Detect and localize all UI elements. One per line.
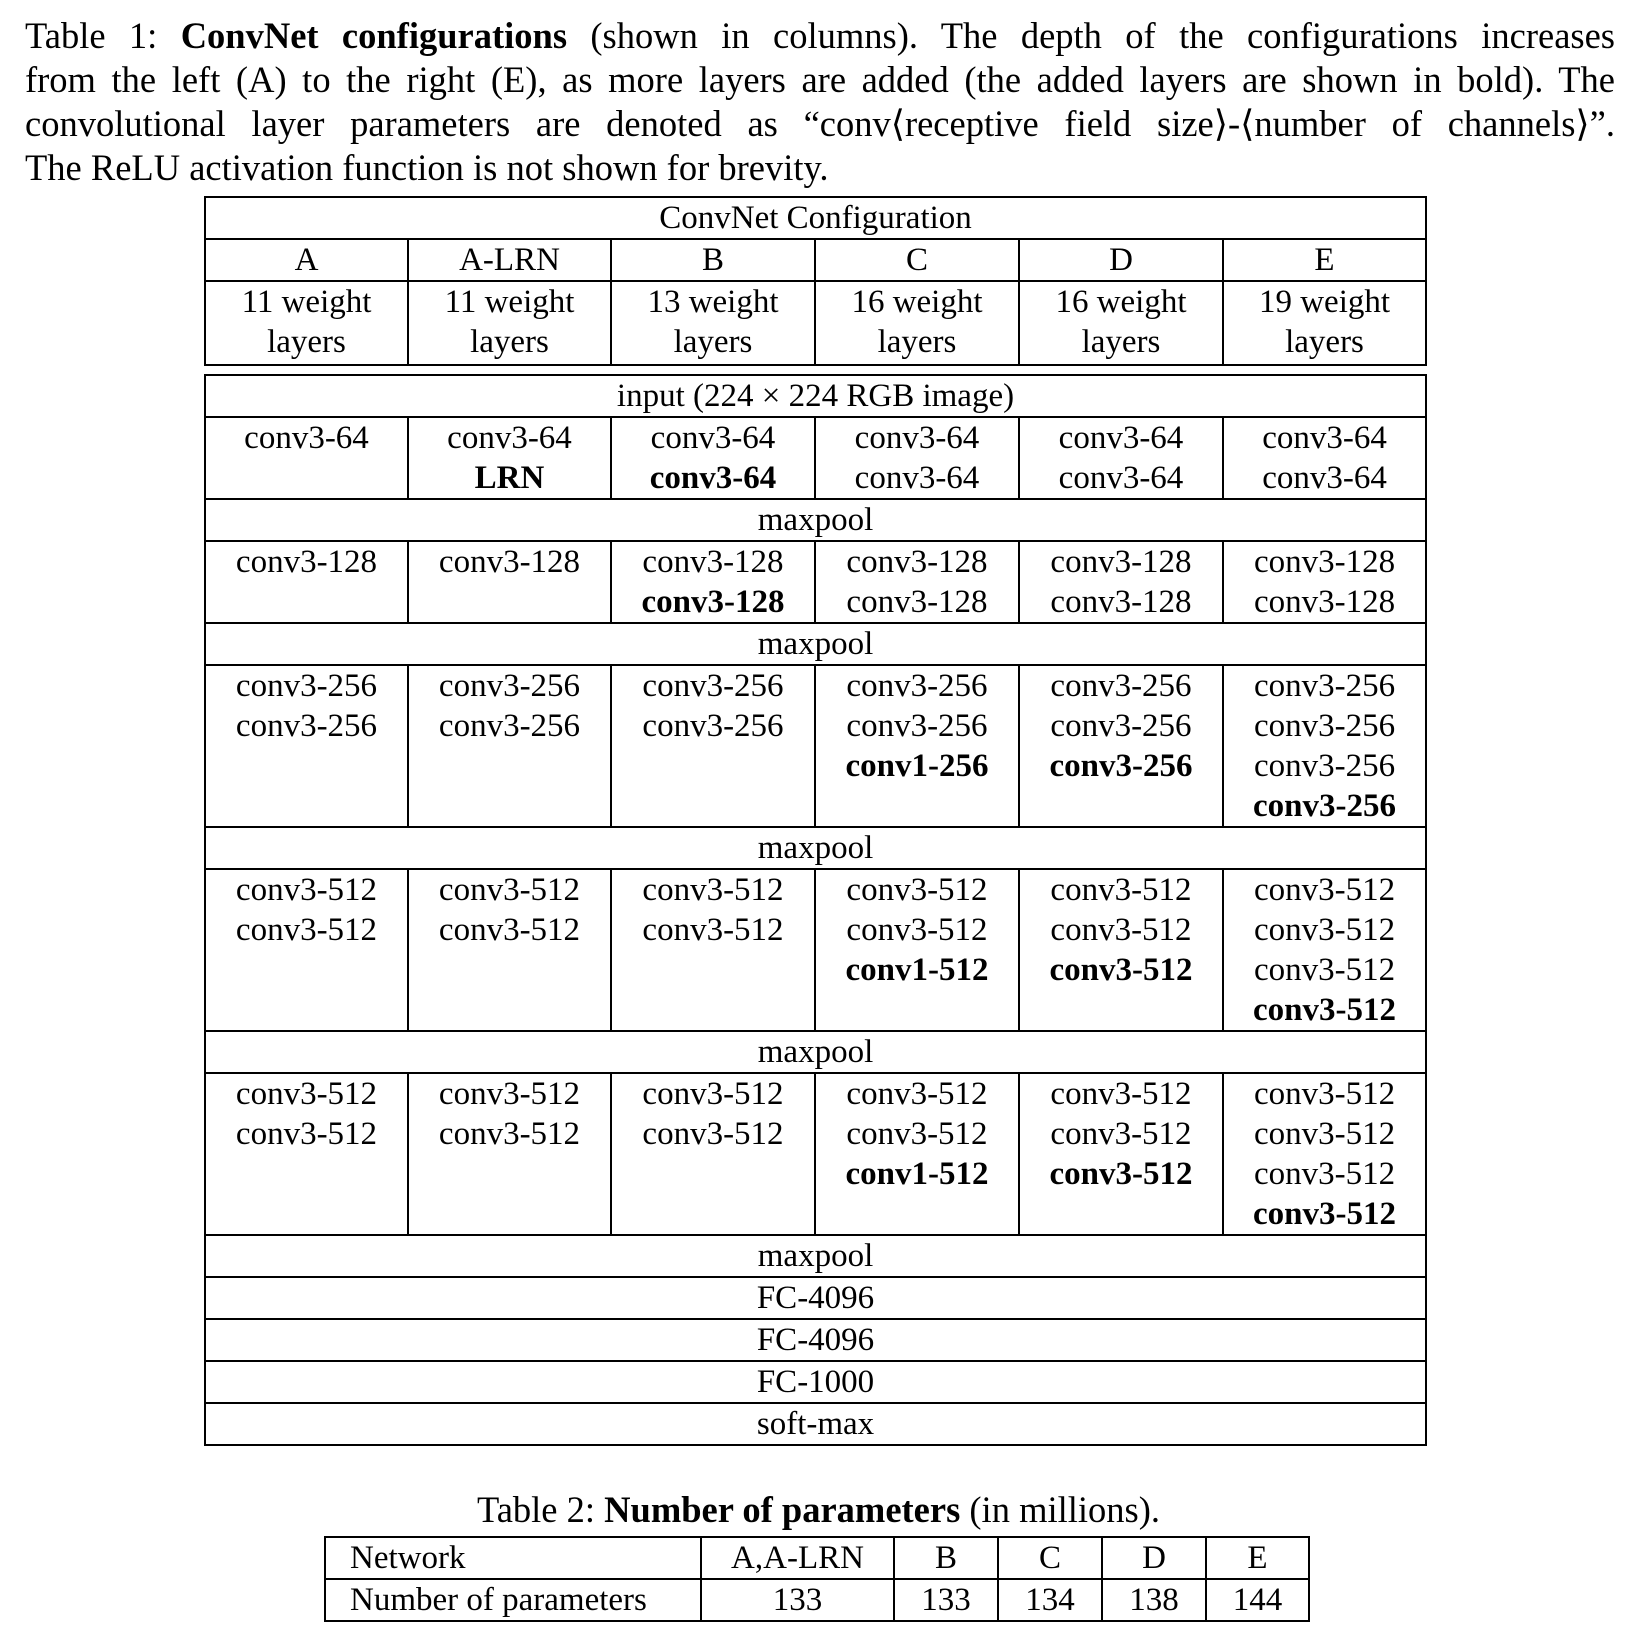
added-layer: conv1-512 <box>845 952 989 988</box>
maxpool-cell: maxpool <box>205 827 1426 869</box>
conv-block-cell <box>1223 1073 1426 1235</box>
layer: conv3-512 <box>1253 1076 1396 1112</box>
maxpool-row <box>205 827 1426 869</box>
maxpool-cell: maxpool <box>205 499 1426 541</box>
config-name-2: B <box>611 239 815 281</box>
conv-block-cell <box>1223 541 1426 623</box>
added-layer: conv3-512 <box>1253 1196 1397 1232</box>
weight-count: 11 weight <box>444 284 575 320</box>
layer: conv3-256 <box>438 668 581 704</box>
layer: conv3-256 <box>1253 748 1396 784</box>
layer: conv3-64 <box>854 460 980 496</box>
conv-block-row <box>205 869 1426 1031</box>
layer: conv3-256 <box>1253 668 1396 704</box>
conv-block-cell <box>815 1073 1019 1235</box>
layer: conv3-64 <box>1058 460 1184 496</box>
layer: conv3-128 <box>1253 544 1396 580</box>
layers-word: layers <box>1285 324 1364 360</box>
conv-block-cell <box>611 417 815 499</box>
layer: conv3-256 <box>1253 708 1396 744</box>
header-cell: D <box>1102 1537 1206 1579</box>
caption-label: Table 1: <box>25 15 158 56</box>
conv-block-cell <box>611 665 815 827</box>
maxpool-row <box>205 499 1426 541</box>
conv-block-cell <box>1019 541 1223 623</box>
weight-layers-cell <box>205 281 408 365</box>
conv-block-cell <box>1019 665 1223 827</box>
section-gap <box>205 365 1426 375</box>
tail-row <box>205 1361 1426 1403</box>
layer: conv3-512 <box>438 912 581 948</box>
weight-layers-cell <box>815 281 1019 365</box>
layer: conv3-512 <box>642 1116 784 1152</box>
layer: conv3-512 <box>642 1076 784 1112</box>
input-row <box>205 375 1426 417</box>
conv-block-cell <box>1019 1073 1223 1235</box>
tail-row <box>205 1277 1426 1319</box>
added-layer: conv1-512 <box>845 1156 989 1192</box>
table-title: ConvNet Configuration <box>205 197 1426 239</box>
weight-count: 16 weight <box>851 284 983 320</box>
config-name-1: A-LRN <box>408 239 611 281</box>
config-name-5: E <box>1223 239 1426 281</box>
layer: conv3-512 <box>1050 1116 1192 1152</box>
layer: conv3-256 <box>846 668 988 704</box>
maxpool-row <box>205 1031 1426 1073</box>
caption-line-1 <box>25 14 1615 58</box>
layer: conv3-128 <box>438 544 581 580</box>
weight-count: 16 weight <box>1055 284 1187 320</box>
caption-bold: ConvNet configurations <box>180 15 568 56</box>
input-cell: input (224 × 224 RGB image) <box>205 375 1426 417</box>
config-name-4: D <box>1019 239 1223 281</box>
conv-block-cell <box>611 541 815 623</box>
maxpool-cell: maxpool <box>205 623 1426 665</box>
layer: conv3-64 <box>1262 420 1387 456</box>
table2-caption <box>0 1488 1632 1532</box>
header-cell-network: Network <box>325 1537 701 1579</box>
layer: conv3-128 <box>235 544 378 580</box>
layer: conv3-256 <box>642 668 784 704</box>
conv-block-row <box>205 665 1426 827</box>
parameters-header-row <box>325 1537 1309 1579</box>
conv-block-cell <box>611 1073 815 1235</box>
layer: conv3-128 <box>1050 544 1192 580</box>
layer: conv3-512 <box>1253 1116 1396 1152</box>
added-layer: conv3-128 <box>641 584 785 620</box>
weight-layers-row <box>205 281 1426 365</box>
layers-word: layers <box>1081 324 1161 360</box>
value-cell: 134 <box>998 1579 1102 1621</box>
conv-block-cell <box>205 417 408 499</box>
value-cell: 133 <box>894 1579 998 1621</box>
layer: conv3-512 <box>642 872 784 908</box>
conv-block-cell <box>205 541 408 623</box>
conv-block-row <box>205 417 1426 499</box>
layer: conv3-512 <box>1253 1156 1396 1192</box>
header-cell: E <box>1206 1537 1309 1579</box>
layers-word: layers <box>267 324 346 360</box>
value-cell: 138 <box>1102 1579 1206 1621</box>
table1-caption <box>25 14 1615 190</box>
layer: conv3-512 <box>1253 872 1396 908</box>
caption-line-text: (shown in columns). The depth of the configurations increases <box>567 15 1615 56</box>
added-layer: conv3-512 <box>1253 992 1397 1028</box>
layers-word: layers <box>470 324 549 360</box>
conv-block-cell <box>205 665 408 827</box>
conv-block-cell <box>1223 665 1426 827</box>
conv-block-cell <box>408 1073 611 1235</box>
config-name-row <box>205 239 1426 281</box>
maxpool-row <box>205 623 1426 665</box>
layer: conv3-512 <box>1050 872 1192 908</box>
header-cell: B <box>894 1537 998 1579</box>
conv-block-cell <box>408 417 611 499</box>
weight-layers-cell <box>1019 281 1223 365</box>
layer: conv3-64 <box>1262 460 1387 496</box>
caption-line-3: convolutional layer parameters are denoted as “conv⟨receptive field size⟩-⟨number of channels⟩”. <box>25 103 1615 144</box>
conv-block-cell <box>815 665 1019 827</box>
conv-block-cell <box>205 869 408 1031</box>
conv-block-row <box>205 541 1426 623</box>
weight-layers-cell <box>1223 281 1426 365</box>
weight-count: 19 weight <box>1258 284 1391 320</box>
conv-block-cell <box>1223 869 1426 1031</box>
parameters-value-row <box>325 1579 1309 1621</box>
config-name-0: A <box>205 239 408 281</box>
caption2-label: Table 2: <box>476 1489 596 1530</box>
layers-word: layers <box>877 324 957 360</box>
conv-block-cell <box>815 869 1019 1031</box>
added-layer: conv3-256 <box>1049 748 1193 784</box>
layer: conv3-512 <box>1253 952 1396 988</box>
layers-word: layers <box>673 324 753 360</box>
layer: conv3-512 <box>438 1116 581 1152</box>
added-layer: conv1-256 <box>845 748 989 784</box>
layer: conv3-512 <box>438 872 581 908</box>
maxpool-cell: maxpool <box>205 1031 1426 1073</box>
layer: conv3-64 <box>650 420 776 456</box>
conv-block-cell <box>205 1073 408 1235</box>
layer: conv3-256 <box>438 708 581 744</box>
weight-count: 11 weight <box>241 284 372 320</box>
layer: conv3-512 <box>438 1076 581 1112</box>
layer: conv3-128 <box>846 584 988 620</box>
header-cell: C <box>998 1537 1102 1579</box>
tail-cell: maxpool <box>205 1235 1426 1277</box>
caption2-rest: (in millions). <box>960 1489 1161 1530</box>
conv-block-cell <box>815 541 1019 623</box>
layer: conv3-512 <box>1050 912 1192 948</box>
caption2-bold: Number of parameters <box>604 1489 961 1530</box>
conv-block-cell <box>611 869 815 1031</box>
weight-layers-cell <box>408 281 611 365</box>
tail-cell: FC-4096 <box>205 1277 1426 1319</box>
added-layer: conv3-512 <box>1049 1156 1193 1192</box>
conv-block-cell <box>1019 417 1223 499</box>
layer: conv3-512 <box>846 1076 988 1112</box>
layer: conv3-128 <box>1050 584 1192 620</box>
value-cell: 144 <box>1206 1579 1309 1621</box>
conv-block-row <box>205 1073 1426 1235</box>
layer: conv3-256 <box>1050 668 1192 704</box>
layer: conv3-256 <box>642 708 784 744</box>
added-layer: LRN <box>474 460 545 496</box>
layer: conv3-512 <box>846 912 988 948</box>
caption-line-4: The ReLU activation function is not shown for brevity. <box>25 147 829 188</box>
value-cell: 133 <box>701 1579 894 1621</box>
conv-block-cell <box>815 417 1019 499</box>
added-layer: conv3-512 <box>1049 952 1193 988</box>
header-cell: A,A-LRN <box>701 1537 894 1579</box>
tail-cell: soft-max <box>205 1403 1426 1445</box>
row-label: Number of parameters <box>325 1579 701 1621</box>
caption-line-2: from the left (A) to the right (E), as more layers are added (the added layers are shown in bold). The <box>25 59 1615 100</box>
layer: conv3-256 <box>1050 708 1192 744</box>
conv-block-cell <box>1019 869 1223 1031</box>
weight-layers-cell <box>611 281 815 365</box>
tail-row <box>205 1235 1426 1277</box>
tail-cell: FC-4096 <box>205 1319 1426 1361</box>
layer: conv3-64 <box>244 420 369 456</box>
added-layer: conv3-64 <box>649 460 777 496</box>
conv-block-cell <box>408 869 611 1031</box>
layer: conv3-256 <box>846 708 988 744</box>
layer: conv3-256 <box>235 668 378 704</box>
layer: conv3-512 <box>235 1116 378 1152</box>
added-layer: conv3-256 <box>1253 788 1397 824</box>
layer: conv3-512 <box>846 1116 988 1152</box>
tail-row <box>205 1403 1426 1445</box>
table-title-row <box>205 197 1426 239</box>
layer: conv3-256 <box>235 708 378 744</box>
layer: conv3-512 <box>846 872 988 908</box>
config-name-3: C <box>815 239 1019 281</box>
layer: conv3-512 <box>235 1076 378 1112</box>
gap-cell <box>205 365 1426 375</box>
layer: conv3-128 <box>642 544 784 580</box>
layer: conv3-512 <box>1253 912 1396 948</box>
layer: conv3-128 <box>1253 584 1396 620</box>
layer: conv3-512 <box>642 912 784 948</box>
layer: conv3-512 <box>235 872 378 908</box>
layer: conv3-512 <box>1050 1076 1192 1112</box>
conv-block-cell <box>408 665 611 827</box>
conv-block-cell <box>1223 417 1426 499</box>
layer: conv3-512 <box>235 912 378 948</box>
parameters-table <box>324 1536 1310 1622</box>
tail-cell: FC-1000 <box>205 1361 1426 1403</box>
conv-block-cell <box>408 541 611 623</box>
convnet-config-table <box>204 196 1427 1446</box>
layer: conv3-128 <box>846 544 988 580</box>
layer: conv3-64 <box>447 420 572 456</box>
tail-row <box>205 1319 1426 1361</box>
weight-count: 13 weight <box>647 284 779 320</box>
layer: conv3-64 <box>854 420 980 456</box>
layer: conv3-64 <box>1058 420 1184 456</box>
